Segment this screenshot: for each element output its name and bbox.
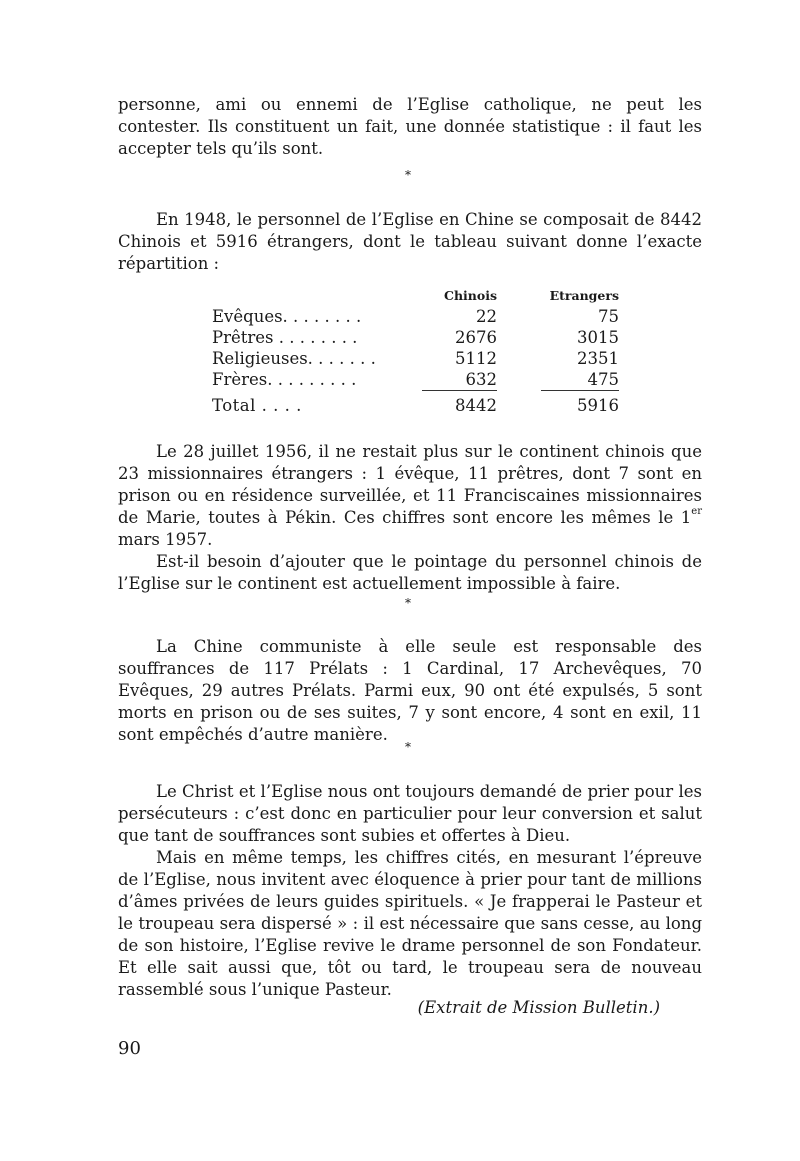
cell-etrangers: 75 xyxy=(598,307,619,326)
row-label: Frères. . . . . . . . . xyxy=(212,370,357,390)
paragraph-text: Mais en même temps, les chiffres cités, en mesurant l’épreuve de l’Eglise, nous invitent avec éloquence à prier pour tant de millions d’âmes privées de leurs guides spirituels. « Je frapperai le Pasteur et le troupeau sera dispersé » : il est nécessaire que sans cesse, au long de son histoire, l’Eglise revive le drame personnel de son Fondateur. Et elle sait aussi que, tôt ou tard, le troupeau sera de nouveau rassemblé sous l’unique Pasteur. xyxy=(118,848,702,999)
header-chinois: Chinois xyxy=(444,288,497,303)
paragraph-1956 xyxy=(118,441,702,595)
table-row xyxy=(212,306,619,327)
row-label: Religieuses. . . . . . . xyxy=(212,349,376,368)
cell-etrangers: 3015 xyxy=(577,328,619,347)
total-row xyxy=(212,391,619,417)
paragraph-closing xyxy=(118,781,702,1001)
total-label: Total . . . . xyxy=(212,395,302,415)
cell-chinois: 2676 xyxy=(455,328,497,347)
table-row xyxy=(212,327,619,348)
row-label: Evêques. . . . . . . . xyxy=(212,307,362,326)
personnel-table xyxy=(212,284,619,416)
paragraph-prelats xyxy=(118,636,702,746)
paragraph-opening xyxy=(118,94,702,160)
table-row xyxy=(212,348,619,369)
paragraph-1948 xyxy=(118,209,702,275)
paragraph-text: En 1948, le personnel de l’Eglise en Chine se composait de 8442 Chinois et 5916 étrangers, dont le tableau suivant donne l’exacte répartition : xyxy=(118,210,702,273)
header-etrangers: Etrangers xyxy=(549,288,619,303)
cell-etrangers: 475 xyxy=(541,369,619,391)
total-etrangers: 5916 xyxy=(577,396,619,415)
row-label: Prêtres . . . . . . . . xyxy=(212,328,358,347)
paragraph-text: Le Christ et l’Eglise nous ont toujours demandé de prier pour les persécuteurs : c’est donc en particulier pour leur conversion et salut que tant de souffrances sont subies et offertes à Dieu. xyxy=(118,782,702,845)
paragraph-text: Le 28 juillet 1956, il ne restait plus sur le continent chinois que 23 missionnaires étrangers : 1 évêque, 11 prêtres, dont 7 sont en prison ou en résidence surveillée, et 11 Franciscaines missionnaires de Marie, toutes à Pékin. Ces chiffres sont encore les mêmes le 1er mars 1957. xyxy=(118,442,702,549)
section-separator: * xyxy=(405,596,411,610)
cell-chinois: 5112 xyxy=(455,349,497,368)
paragraph-text: personne, ami ou ennemi de l’Eglise catholique, ne peut les contester. Ils constituent un fait, une donnée statistique : il faut les accepter tels qu’ils sont. xyxy=(118,95,702,158)
table-row xyxy=(212,369,619,391)
cell-chinois: 632 xyxy=(422,369,497,391)
paragraph-text: La Chine communiste à elle seule est responsable des souffrances de 117 Prélats : 1 Cardinal, 17 Archevêques, 70 Evêques, 29 autres Prélats. Parmi eux, 90 ont été expulsés, 5 sont morts en prison ou de ses suites, 7 y sont encore, 4 sont en exil, 11 sont empêchés d’autre manière. xyxy=(118,637,702,744)
cell-chinois: 22 xyxy=(476,307,497,326)
page-number: 90 xyxy=(118,1038,141,1059)
section-separator: * xyxy=(405,740,411,754)
section-separator: * xyxy=(405,168,411,182)
total-chinois: 8442 xyxy=(455,396,497,415)
paragraph-text: Est-il besoin d’ajouter que le pointage du personnel chinois de l’Eglise sur le continent est actuellement impossible à faire. xyxy=(118,552,702,593)
cell-etrangers: 2351 xyxy=(577,349,619,368)
source-citation: (Extrait de Mission Bulletin.) xyxy=(417,998,660,1017)
